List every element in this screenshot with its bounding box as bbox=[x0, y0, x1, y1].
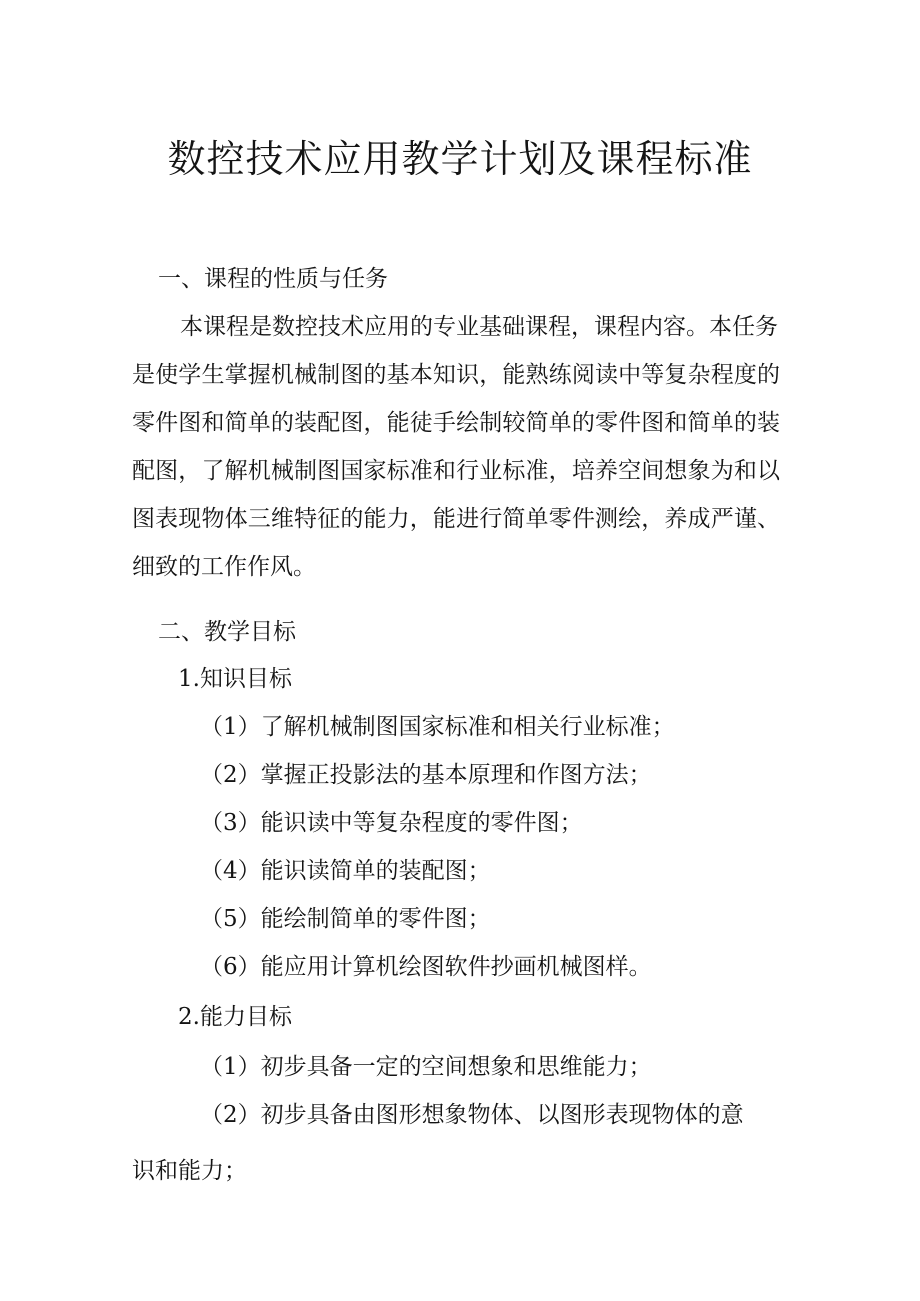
section-heading-nature-and-tasks: 一、课程的性质与任务 bbox=[158, 266, 388, 292]
paragraph-line: 是使学生掌握机械制图的基本知识，能熟练阅读中等复杂程度的 bbox=[132, 362, 780, 388]
subheading-knowledge-objectives: 1.知识目标 bbox=[178, 666, 292, 692]
knowledge-item: （4）能识读简单的装配图； bbox=[200, 858, 491, 884]
knowledge-item: （6）能应用计算机绘图软件抄画机械图样。 bbox=[200, 954, 652, 980]
paragraph-line: 零件图和简单的装配图，能徒手绘制较简单的零件图和简单的装 bbox=[132, 410, 780, 436]
knowledge-item: （5）能绘制简单的零件图； bbox=[200, 906, 491, 932]
ability-item: （2）初步具备由图形想象物体、以图形表现物体的意 bbox=[200, 1102, 744, 1128]
ability-item: （1）初步具备一定的空间想象和思维能力； bbox=[200, 1054, 652, 1080]
ability-item-continuation: 识和能力； bbox=[132, 1158, 247, 1184]
paragraph-line: 细致的工作作风。 bbox=[132, 554, 316, 580]
section-heading-teaching-objectives: 二、教学目标 bbox=[158, 619, 296, 645]
document-title: 数控技术应用教学计划及课程标准 bbox=[167, 137, 753, 181]
knowledge-item: （1）了解机械制图国家标准和相关行业标准； bbox=[200, 714, 675, 740]
knowledge-item: （2）掌握正投影法的基本原理和作图方法； bbox=[200, 762, 652, 788]
paragraph-line: 图表现物体三维特征的能力，能进行简单零件测绘，养成严谨、 bbox=[132, 506, 780, 532]
paragraph-line: 本课程是数控技术应用的专业基础课程，课程内容。本任务 bbox=[180, 314, 778, 340]
paragraph-line: 配图，了解机械制图国家标准和行业标准，培养空间想象为和以 bbox=[132, 458, 780, 484]
knowledge-item: （3）能识读中等复杂程度的零件图； bbox=[200, 810, 583, 836]
subheading-ability-objectives: 2.能力目标 bbox=[178, 1004, 292, 1030]
